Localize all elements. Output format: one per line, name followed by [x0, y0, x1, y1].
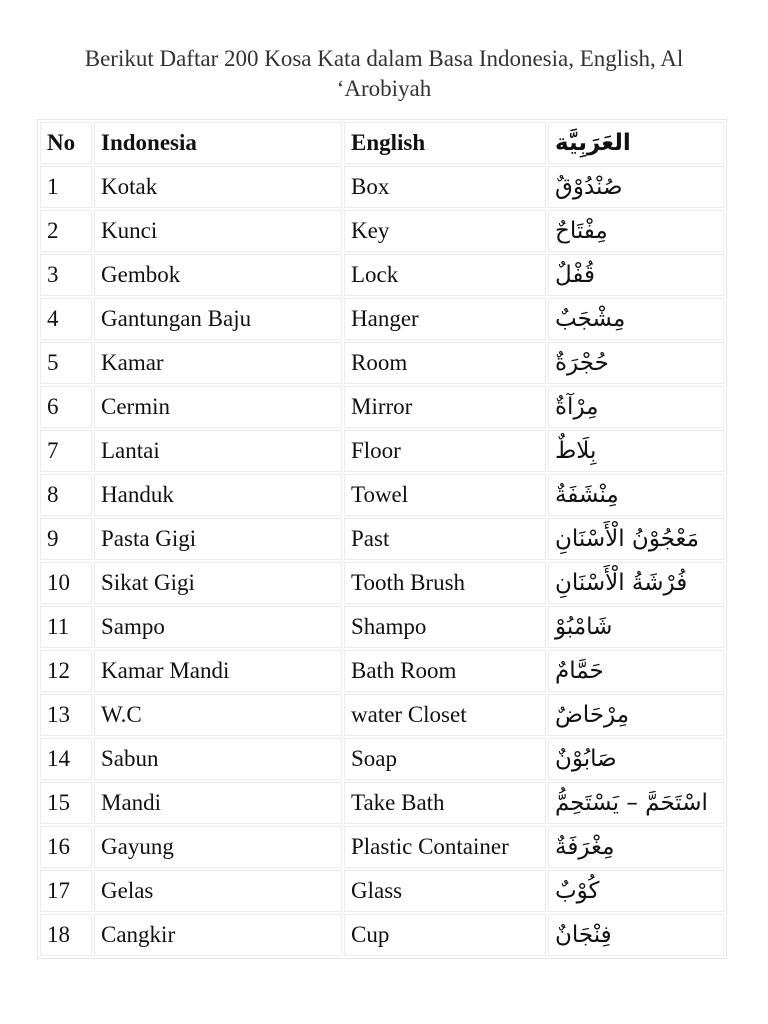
cell-no: 6: [40, 386, 92, 428]
cell-indonesia: Sikat Gigi: [94, 562, 342, 604]
table-header-row: [40, 122, 724, 164]
cell-arabic: فِنْجَانٌ: [548, 914, 724, 956]
table-row: [40, 694, 724, 736]
cell-no: 10: [40, 562, 92, 604]
cell-arabic: كُوْبٌ: [548, 870, 724, 912]
cell-no: 4: [40, 298, 92, 340]
cell-no: 1: [40, 166, 92, 208]
cell-no: 14: [40, 738, 92, 780]
cell-english: Room: [344, 342, 546, 384]
header-indonesia: Indonesia: [94, 122, 342, 164]
cell-indonesia: Lantai: [94, 430, 342, 472]
cell-english: Hanger: [344, 298, 546, 340]
cell-no: 13: [40, 694, 92, 736]
cell-english: Cup: [344, 914, 546, 956]
cell-arabic: مِفْتَاحٌ: [548, 210, 724, 252]
cell-english: Bath Room: [344, 650, 546, 692]
cell-indonesia: Sabun: [94, 738, 342, 780]
cell-english: Take Bath: [344, 782, 546, 824]
cell-indonesia: Gelas: [94, 870, 342, 912]
cell-indonesia: Gembok: [94, 254, 342, 296]
cell-indonesia: Kunci: [94, 210, 342, 252]
cell-english: Tooth Brush: [344, 562, 546, 604]
cell-arabic: صُنْدُوْقٌ: [548, 166, 724, 208]
table-row: [40, 298, 724, 340]
cell-indonesia: Kamar Mandi: [94, 650, 342, 692]
cell-arabic: اسْتَحَمَّ – يَسْتَحِمُّ: [548, 782, 724, 824]
cell-english: Box: [344, 166, 546, 208]
cell-no: 16: [40, 826, 92, 868]
table-row: [40, 826, 724, 868]
cell-english: Mirror: [344, 386, 546, 428]
table-row: [40, 738, 724, 780]
cell-english: Key: [344, 210, 546, 252]
header-arabic: العَرَبِيَّة: [548, 122, 724, 164]
table-row: [40, 518, 724, 560]
cell-arabic: مِغْرَفَةٌ: [548, 826, 724, 868]
cell-no: 8: [40, 474, 92, 516]
cell-indonesia: Sampo: [94, 606, 342, 648]
header-english: English: [344, 122, 546, 164]
cell-arabic: مِشْجَبٌ: [548, 298, 724, 340]
cell-indonesia: Gantungan Baju: [94, 298, 342, 340]
vocabulary-table: [37, 119, 727, 959]
cell-indonesia: Handuk: [94, 474, 342, 516]
table-row: [40, 210, 724, 252]
cell-arabic: حُجْرَةٌ: [548, 342, 724, 384]
cell-english: water Closet: [344, 694, 546, 736]
cell-no: 7: [40, 430, 92, 472]
table-row: [40, 342, 724, 384]
table-row: [40, 166, 724, 208]
cell-arabic: قُفْلٌ: [548, 254, 724, 296]
cell-no: 5: [40, 342, 92, 384]
cell-no: 15: [40, 782, 92, 824]
cell-no: 9: [40, 518, 92, 560]
cell-indonesia: Kotak: [94, 166, 342, 208]
cell-indonesia: Gayung: [94, 826, 342, 868]
cell-english: Shampo: [344, 606, 546, 648]
table-row: [40, 386, 724, 428]
cell-english: Past: [344, 518, 546, 560]
cell-indonesia: Kamar: [94, 342, 342, 384]
table-row: [40, 914, 724, 956]
cell-no: 17: [40, 870, 92, 912]
table-row: [40, 474, 724, 516]
cell-no: 18: [40, 914, 92, 956]
cell-no: 11: [40, 606, 92, 648]
cell-arabic: مِرْحَاضٌ: [548, 694, 724, 736]
cell-arabic: بِلَاطٌ: [548, 430, 724, 472]
cell-indonesia: W.C: [94, 694, 342, 736]
cell-english: Lock: [344, 254, 546, 296]
table-row: [40, 870, 724, 912]
cell-arabic: حَمَّامٌ: [548, 650, 724, 692]
cell-no: 2: [40, 210, 92, 252]
cell-arabic: شَامْبُوْ: [548, 606, 724, 648]
cell-arabic: مَعْجُوْنُ الْأَسْنَانِ: [548, 518, 724, 560]
table-row: [40, 650, 724, 692]
table-row: [40, 606, 724, 648]
cell-arabic: صَابُوْنٌ: [548, 738, 724, 780]
cell-indonesia: Cermin: [94, 386, 342, 428]
table-row: [40, 782, 724, 824]
cell-no: 12: [40, 650, 92, 692]
cell-indonesia: Cangkir: [94, 914, 342, 956]
cell-english: Soap: [344, 738, 546, 780]
cell-indonesia: Mandi: [94, 782, 342, 824]
cell-indonesia: Pasta Gigi: [94, 518, 342, 560]
document-title: Berikut Daftar 200 Kosa Kata dalam Basa Indonesia, English, Al ‘Arobiyah: [84, 46, 684, 101]
cell-arabic: فُرْشَةُ الْأَسْنَانِ: [548, 562, 724, 604]
cell-arabic: مِرْآةٌ: [548, 386, 724, 428]
cell-english: Glass: [344, 870, 546, 912]
cell-english: Floor: [344, 430, 546, 472]
cell-no: 3: [40, 254, 92, 296]
table-row: [40, 562, 724, 604]
table-row: [40, 430, 724, 472]
cell-arabic: مِنْشَفَةٌ: [548, 474, 724, 516]
cell-english: Plastic Container: [344, 826, 546, 868]
cell-english: Towel: [344, 474, 546, 516]
table-row: [40, 254, 724, 296]
header-no: No: [40, 122, 92, 164]
